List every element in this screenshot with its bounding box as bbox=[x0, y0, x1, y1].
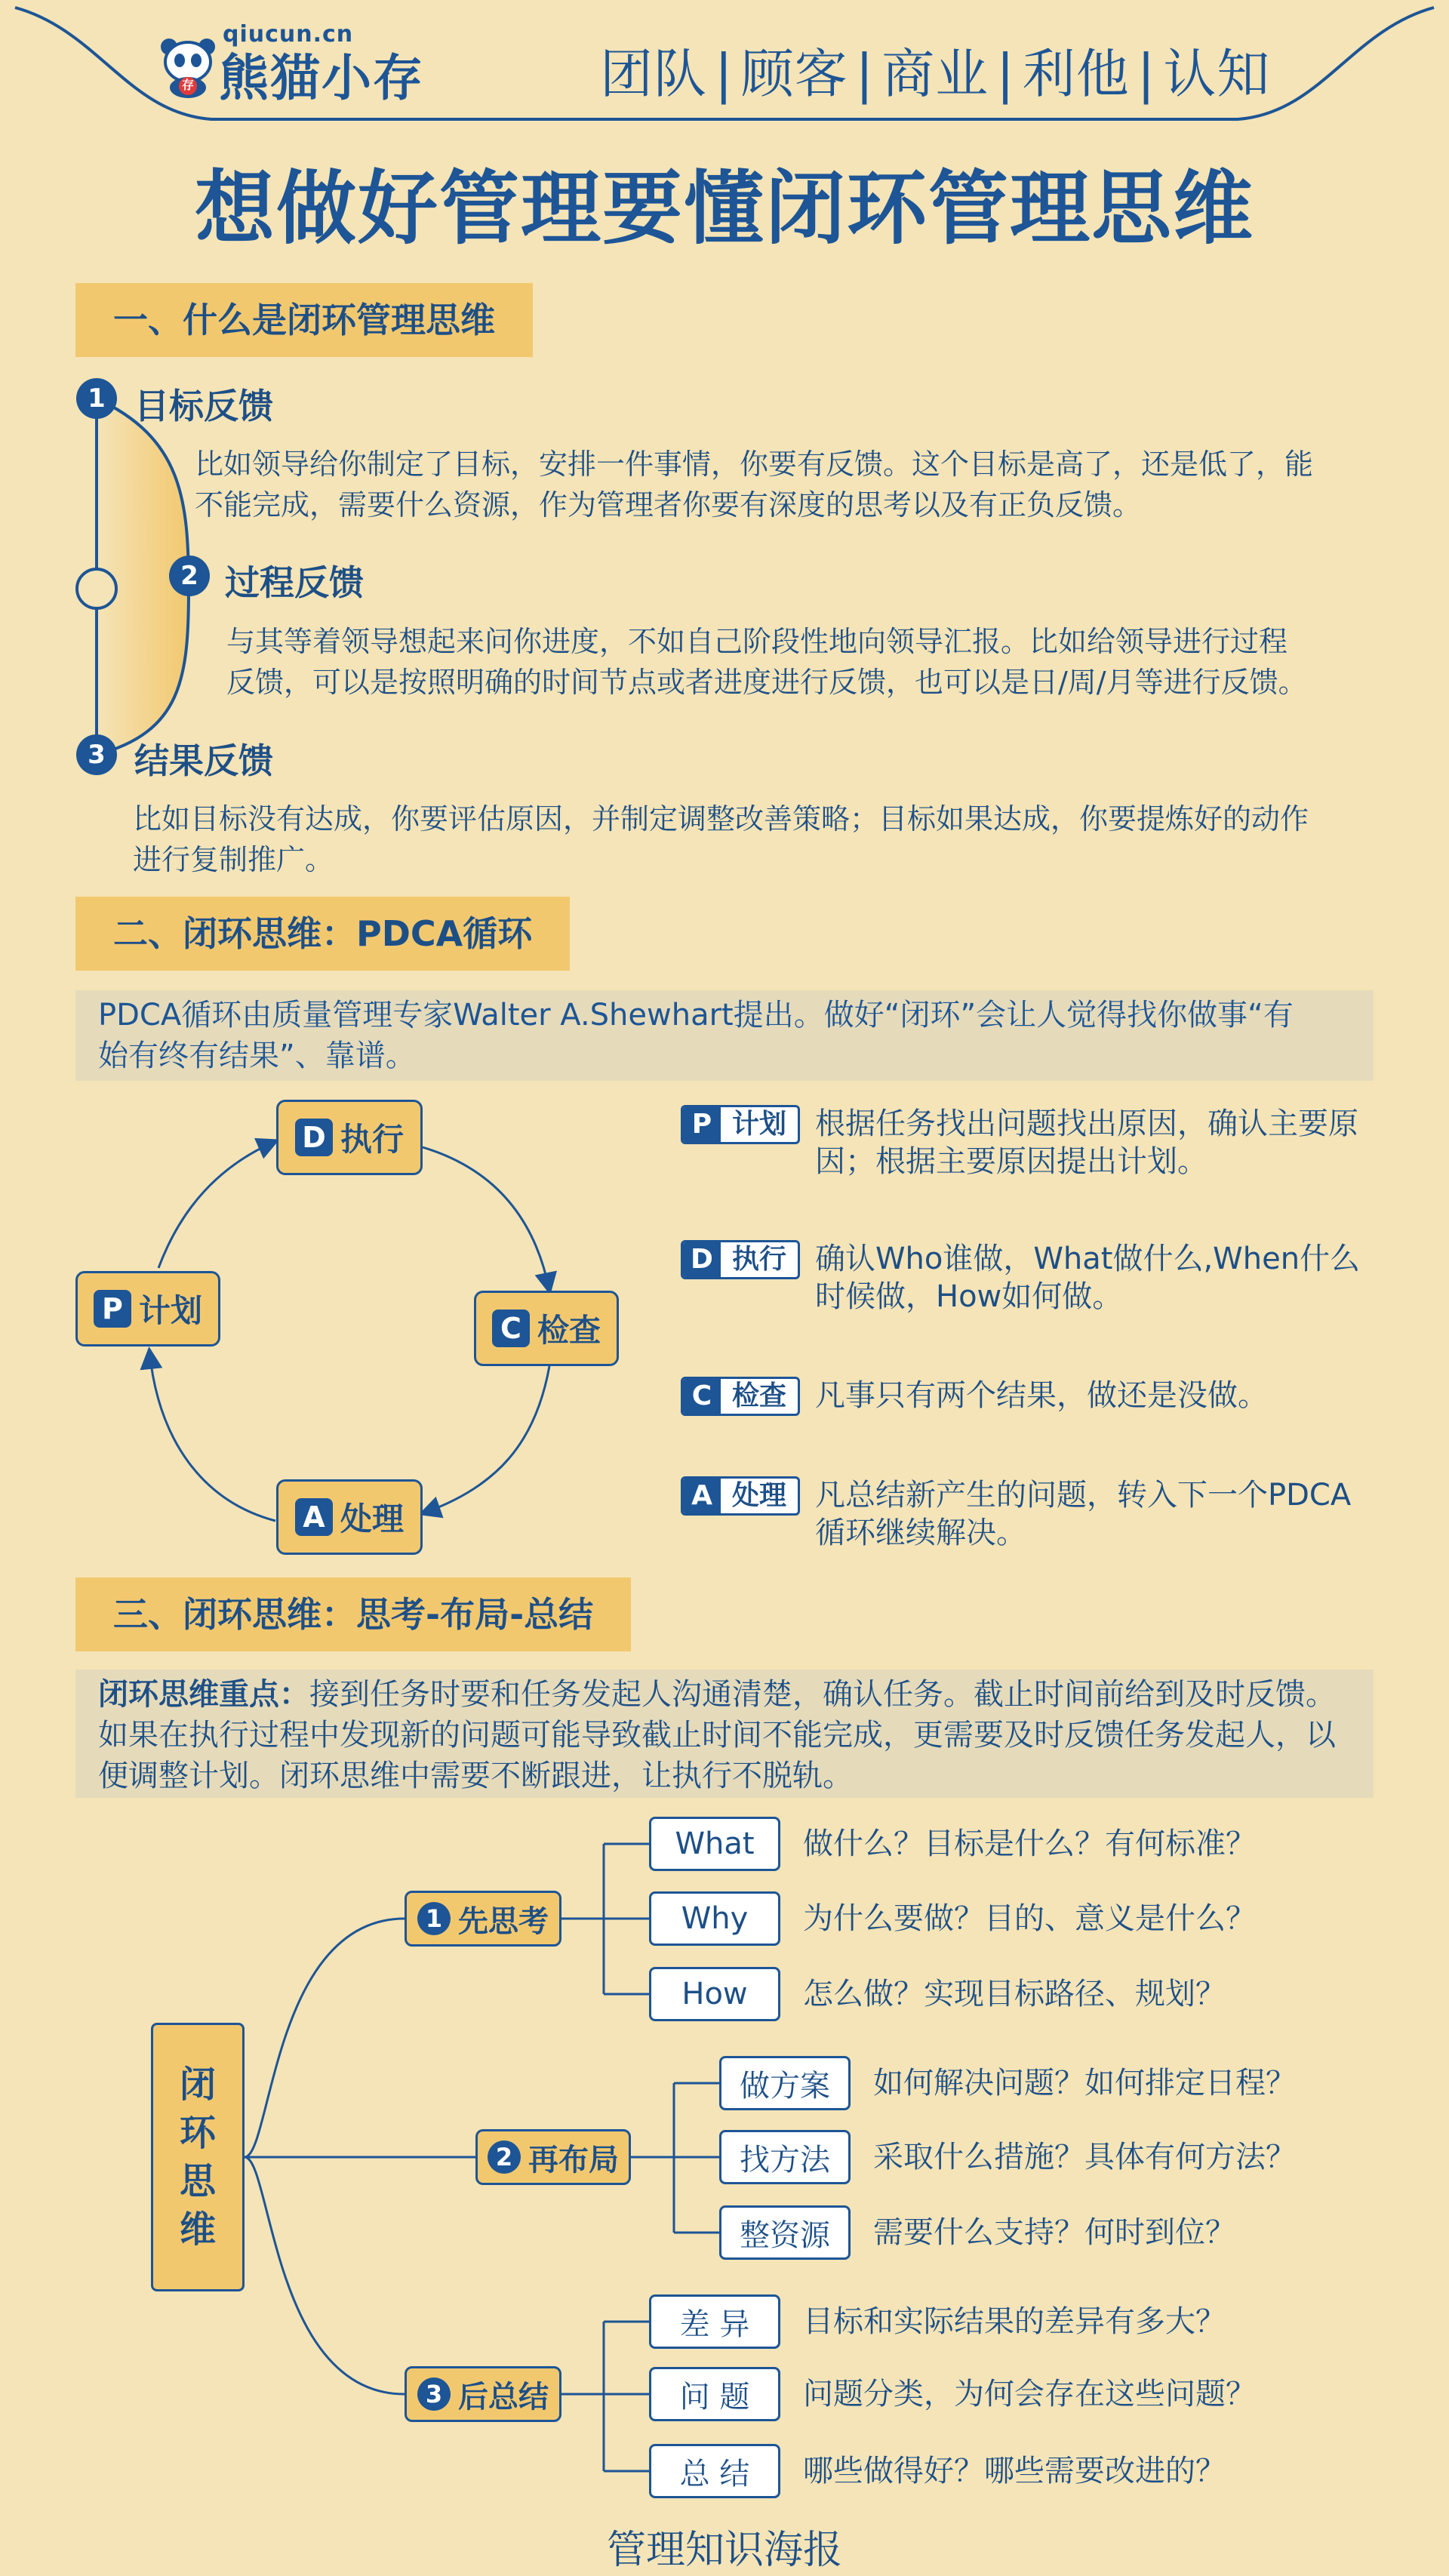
leaf-desc-resources: 需要什么支持？何时到位？ bbox=[873, 2215, 1235, 2250]
item-title-process-feedback: 过程反馈 bbox=[225, 562, 364, 603]
logo-domain: qiucun.cn bbox=[223, 21, 354, 48]
text-line: 比如领导给你制定了目标，安排一件事情，你要有反馈。这个目标是高了，还是低了，能 bbox=[195, 448, 1314, 481]
item-text-result-feedback bbox=[133, 799, 1309, 880]
arc-center-circle bbox=[77, 569, 116, 608]
text-line: 凡事只有两个结果，做还是没做。 bbox=[815, 1378, 1268, 1413]
tag-letter: P bbox=[683, 1107, 721, 1142]
nav-item-business[interactable]: 商业 bbox=[881, 43, 989, 105]
header-nav bbox=[600, 32, 1270, 108]
text-line bbox=[98, 1674, 1351, 1715]
key-points-box bbox=[75, 1670, 1374, 1798]
item-number-badge: 3 bbox=[76, 734, 117, 775]
leaf-what: What bbox=[649, 1817, 780, 1871]
text-line: 反馈，可以是按照明确的时间节点或者进度进行反馈，也可以是日/周/月等进行反馈。 bbox=[226, 666, 1307, 699]
node-label: 执行 bbox=[340, 1121, 404, 1158]
tag-label: 执行 bbox=[731, 1244, 786, 1275]
pdca-tag-act bbox=[681, 1476, 800, 1516]
pdca-tag-do bbox=[681, 1240, 800, 1279]
leaf-desc-summary: 哪些做得好？哪些需要改进的？ bbox=[803, 2454, 1226, 2488]
mindmap-root bbox=[151, 2023, 245, 2291]
item-title-result-feedback: 结果反馈 bbox=[134, 740, 273, 781]
tag-label: 计划 bbox=[731, 1109, 786, 1140]
branch-layout bbox=[475, 2129, 631, 2185]
tag-label: 处理 bbox=[731, 1480, 786, 1511]
leaf-desc-problem: 问题分类，为何会存在这些问题？ bbox=[803, 2377, 1256, 2411]
pdca-tag-check bbox=[681, 1377, 800, 1416]
leaf-desc-what: 做什么？目标是什么？有何标准？ bbox=[803, 1827, 1256, 1861]
pdca-tag-plan bbox=[681, 1105, 800, 1144]
root-char: 思 bbox=[179, 2160, 216, 2202]
key-points-label: 闭环思维重点： bbox=[98, 1677, 309, 1712]
text-line: 凡总结新产生的问题，转入下一个PDCA bbox=[815, 1478, 1352, 1513]
panda-badge: 存 bbox=[181, 78, 194, 92]
section-2-heading: 二、闭环思维：PDCA循环 bbox=[75, 897, 570, 971]
text-line: 如果在执行过程中发现新的问题可能导致截止时间不能完成，更需要及时反馈任务发起人，以 bbox=[98, 1718, 1336, 1753]
branch-label: 先思考 bbox=[458, 1904, 549, 1939]
leaf-summary: 总 结 bbox=[649, 2444, 780, 2498]
leaf-how: How bbox=[649, 1967, 780, 2021]
pdca-node-check bbox=[474, 1291, 619, 1366]
leaf-problem: 问 题 bbox=[649, 2367, 780, 2421]
letter-c-icon: C bbox=[492, 1310, 530, 1347]
text-line: 因；根据主要原因提出计划。 bbox=[815, 1144, 1208, 1179]
node-label: 处理 bbox=[340, 1500, 404, 1537]
tag-letter: A bbox=[683, 1479, 721, 1513]
leaf-difference: 差 异 bbox=[649, 2294, 780, 2349]
footer-caption: 管理知识海报 bbox=[606, 2528, 842, 2573]
text-line: 便调整计划。闭环思维中需要不断跟进，让执行不脱轨。 bbox=[98, 1759, 853, 1793]
letter-p-icon: P bbox=[94, 1290, 131, 1328]
tag-letter: D bbox=[683, 1242, 721, 1277]
section-3-heading: 三、闭环思维：思考-布局-总结 bbox=[75, 1577, 631, 1651]
text-line: 确认Who谁做，What做什么,When什么 bbox=[815, 1242, 1361, 1276]
text-line: PDCA循环由质量管理专家Walter A.Shewhart提出。做好“闭环”会让人觉得找你做事“有 bbox=[98, 998, 1294, 1033]
branch-summarize bbox=[405, 2366, 561, 2422]
pdca-desc-check bbox=[815, 1377, 1268, 1414]
branch-number-badge: 2 bbox=[488, 2141, 521, 2174]
nav-item-customer[interactable]: 顾客 bbox=[740, 43, 848, 105]
node-label: 检查 bbox=[537, 1312, 601, 1349]
item-text-process-feedback bbox=[226, 621, 1307, 703]
branch-think-first bbox=[405, 1891, 561, 1947]
nav-item-team[interactable]: 团队 bbox=[600, 43, 707, 105]
text-line: 循环继续解决。 bbox=[815, 1516, 1026, 1550]
nav-separator: | bbox=[1137, 43, 1156, 105]
text-line: 不能完成，需要什么资源，作为管理者你要有深度的思考以及有正负反馈。 bbox=[195, 488, 1142, 522]
letter-d-icon: D bbox=[295, 1119, 333, 1156]
text-line: 与其等着领导想起来问你进度，不如自己阶段性地向领导汇报。比如给领导进行过程 bbox=[226, 625, 1288, 658]
item-title-goal-feedback: 目标反馈 bbox=[134, 386, 273, 426]
nav-separator: | bbox=[996, 43, 1015, 105]
leaf-make-plan: 做方案 bbox=[719, 2056, 851, 2110]
text-line: 比如目标没有达成，你要评估原因，并制定调整改善策略；目标如果达成，你要提炼好的动作 bbox=[133, 802, 1309, 836]
text-line: 根据任务找出问题找出原因，确认主要原 bbox=[815, 1106, 1358, 1141]
text-line: 进行复制推广。 bbox=[133, 843, 334, 876]
key-points-text: 接到任务时要和任务发起人沟通清楚，确认任务。截止时间前给到及时反馈。 bbox=[309, 1677, 1336, 1712]
root-char: 环 bbox=[179, 2112, 216, 2154]
leaf-resources: 整资源 bbox=[719, 2205, 851, 2260]
leaf-desc-how: 怎么做？实现目标路径、规划？ bbox=[803, 1977, 1226, 2011]
leaf-find-method: 找方法 bbox=[719, 2130, 851, 2184]
pdca-node-plan bbox=[75, 1271, 220, 1346]
pdca-desc-act bbox=[815, 1476, 1351, 1552]
section-1-heading: 一、什么是闭环管理思维 bbox=[75, 283, 533, 357]
leaf-desc-difference: 目标和实际结果的差异有多大？ bbox=[803, 2304, 1226, 2339]
pdca-desc-do bbox=[815, 1240, 1360, 1316]
pdca-node-act bbox=[276, 1479, 423, 1555]
text-line: 时候做，How如何做。 bbox=[815, 1279, 1123, 1314]
branch-number-badge: 3 bbox=[417, 2377, 451, 2411]
nav-separator: | bbox=[855, 43, 875, 105]
leaf-desc-find-method: 采取什么措施？具体有何方法？ bbox=[873, 2140, 1296, 2174]
text-line: 始有终有结果”、靠谱。 bbox=[98, 1039, 416, 1073]
leaf-desc-make-plan: 如何解决问题？如何排定日程？ bbox=[873, 2066, 1296, 2101]
item-number-badge: 1 bbox=[76, 378, 117, 419]
page-title: 想做好管理要懂闭环管理思维 bbox=[195, 162, 1254, 255]
leaf-why: Why bbox=[649, 1891, 780, 1946]
branch-label: 后总结 bbox=[458, 2379, 549, 2414]
item-text-goal-feedback bbox=[195, 444, 1313, 525]
pdca-node-do bbox=[276, 1100, 423, 1175]
pdca-desc-plan bbox=[815, 1105, 1358, 1180]
pdca-intro bbox=[75, 990, 1374, 1081]
letter-a-icon: A bbox=[295, 1498, 333, 1536]
branch-label: 再布局 bbox=[528, 2142, 619, 2177]
nav-separator: | bbox=[715, 43, 734, 105]
tag-label: 检查 bbox=[731, 1380, 786, 1411]
tag-letter: C bbox=[683, 1379, 721, 1414]
root-char: 维 bbox=[179, 2208, 216, 2251]
nav-item-cognition[interactable]: 认知 bbox=[1163, 43, 1271, 105]
nav-item-altruism[interactable]: 利他 bbox=[1022, 43, 1130, 105]
item-number-badge: 2 bbox=[169, 556, 210, 596]
root-char: 闭 bbox=[179, 2064, 216, 2106]
branch-number-badge: 1 bbox=[417, 1902, 451, 1935]
node-label: 计划 bbox=[138, 1292, 202, 1329]
leaf-desc-why: 为什么要做？目的、意义是什么？ bbox=[803, 1901, 1256, 1936]
logo-text: 熊猫小存 bbox=[219, 49, 424, 107]
